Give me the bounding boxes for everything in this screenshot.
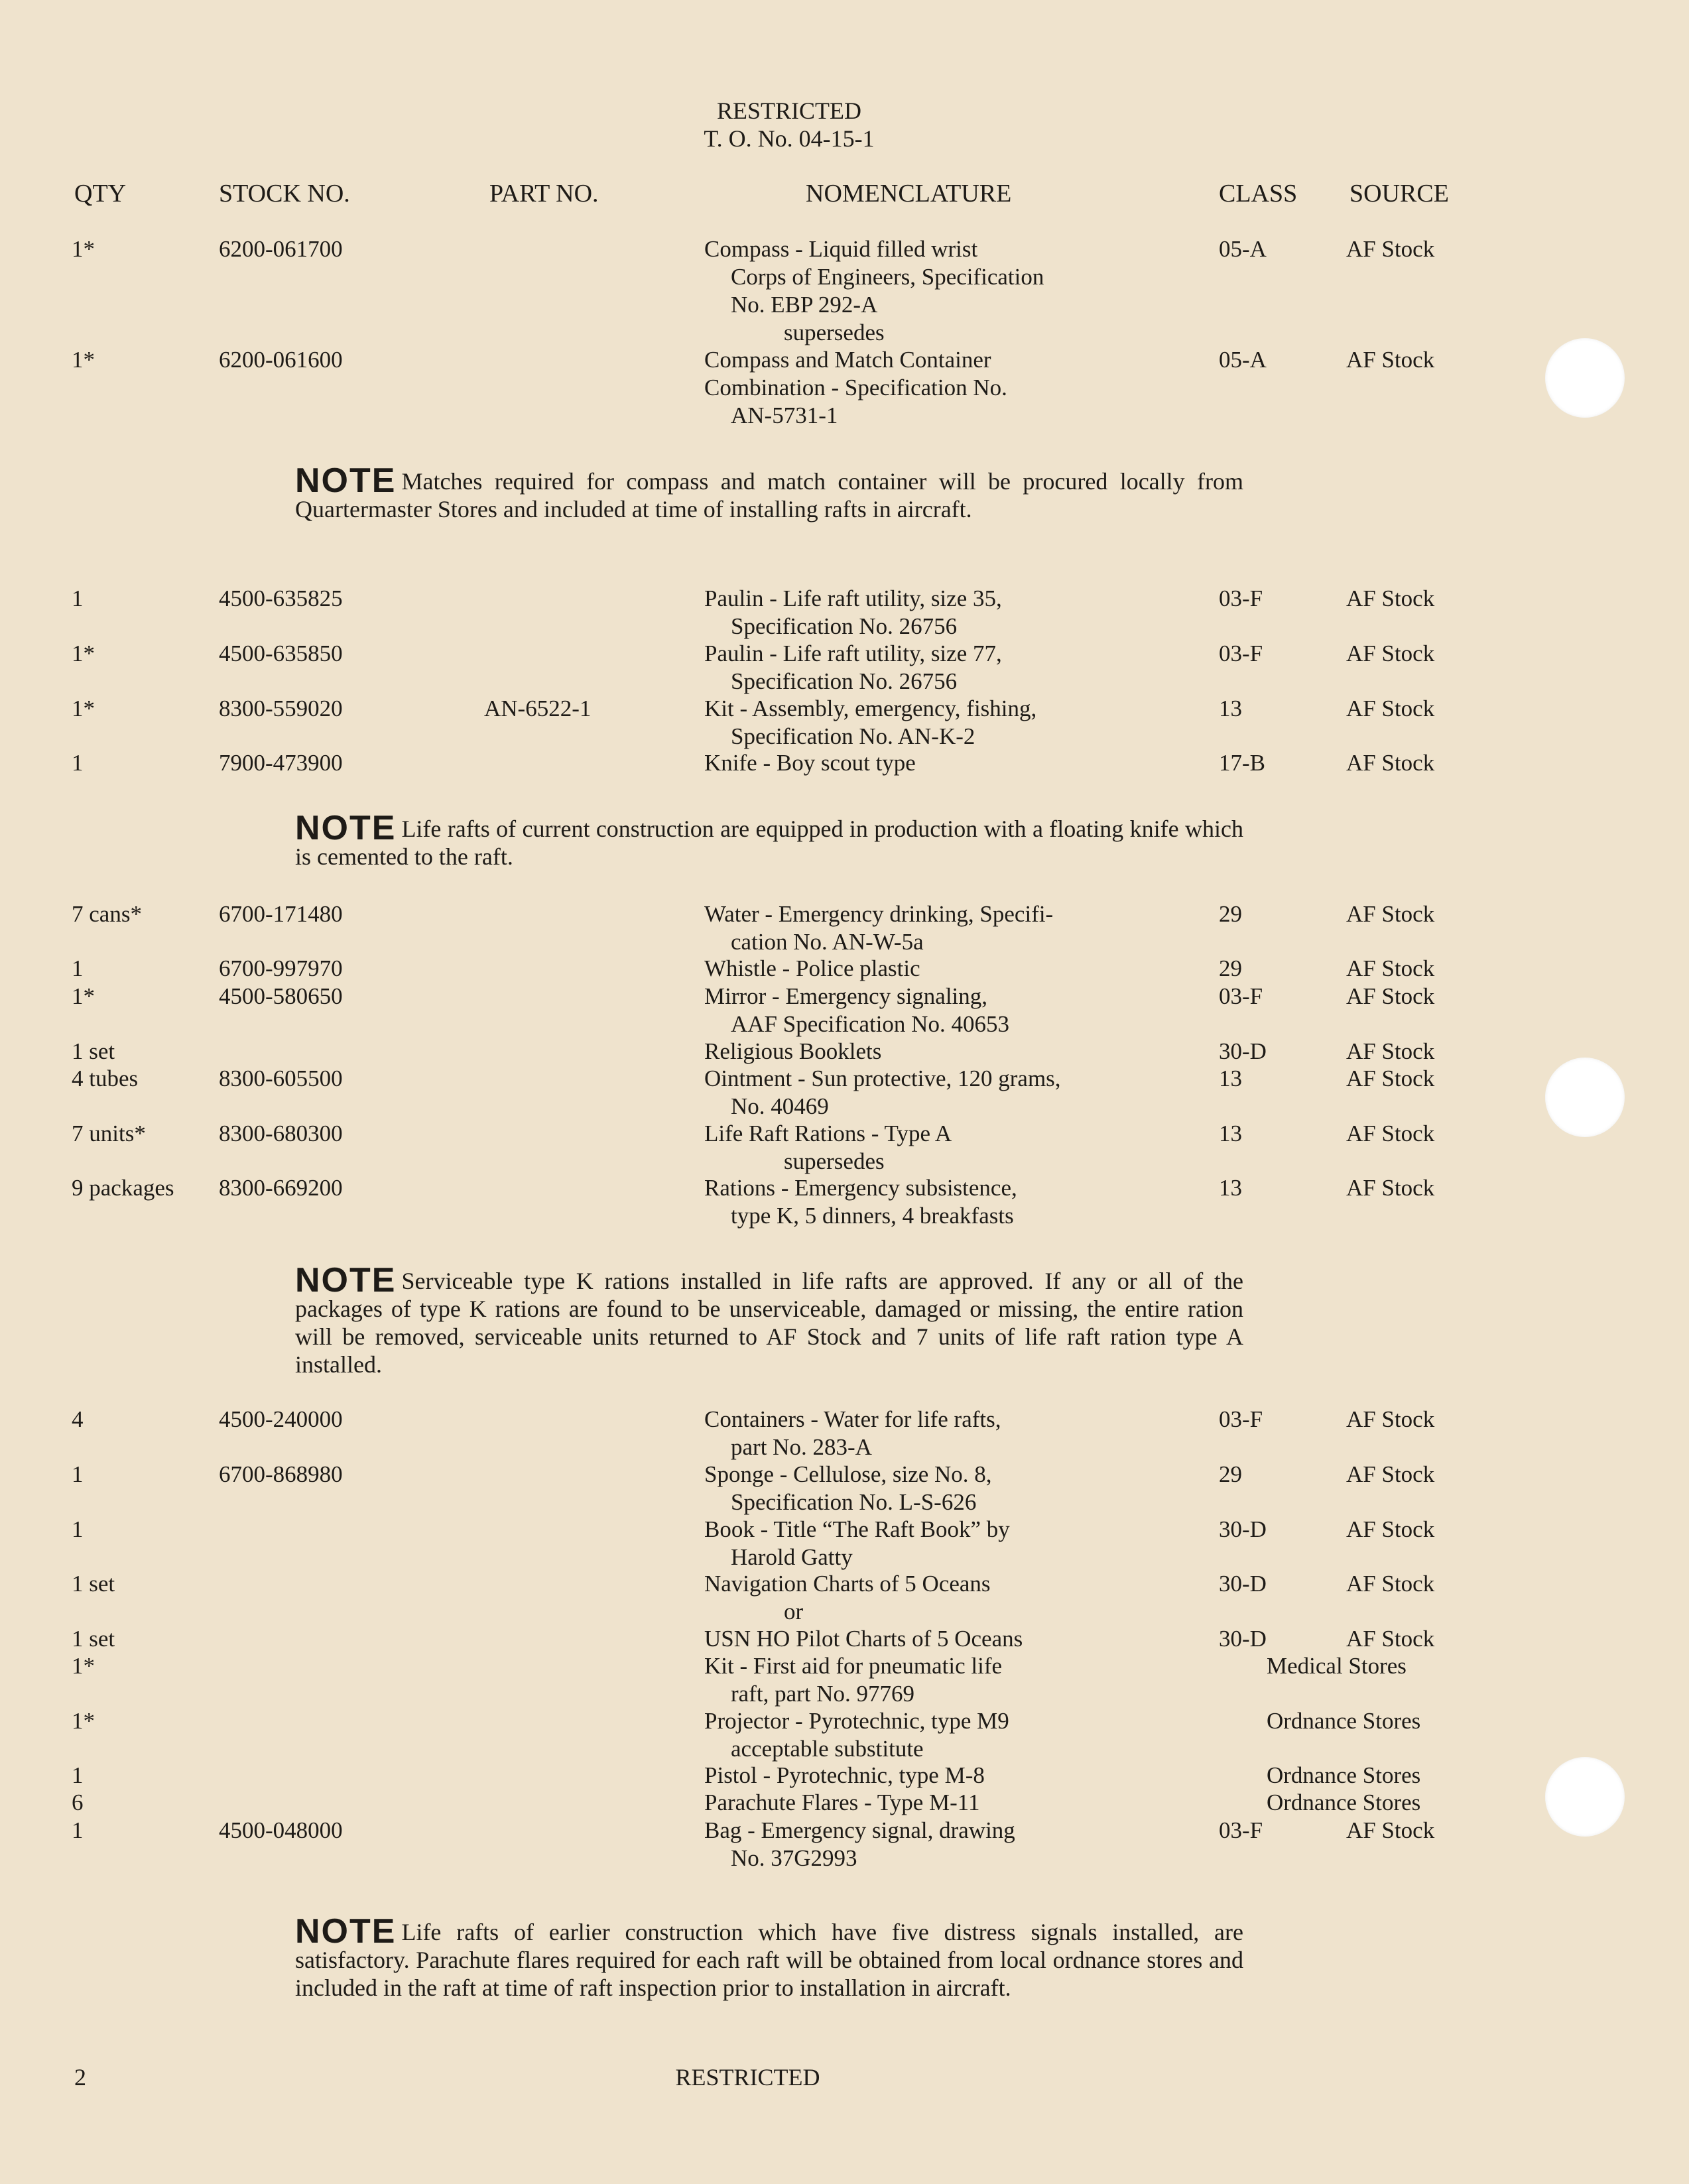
item-qty: 1: [72, 955, 84, 981]
item-source: AF Stock: [1346, 1626, 1435, 1652]
item-nomenclature-line: Projector - Pyrotechnic, type M9: [704, 1708, 1009, 1734]
item-qty: 1: [72, 1762, 84, 1788]
item-nomenclature-line: AN-5731-1: [731, 402, 838, 428]
item-nomenclature: [704, 585, 1208, 640]
note-text: Life rafts of earlier construction which have five distress signals installed, are satisfactory. Parachute flares required for each raft will be obtained from local ordnance stores and included in the raft at time of raft inspection prior to installation in aircraft.: [295, 1919, 1243, 2001]
item-stock-no: 8300-680300: [219, 1121, 343, 1146]
item-qty: 1*: [72, 640, 95, 666]
item-qty: 4: [72, 1406, 84, 1432]
item-stock-no: 4500-635850: [219, 640, 343, 666]
note-matches: [295, 461, 1243, 523]
note-text: Serviceable type K rations installed in life rafts are approved. If any or all of the packages of type K rations are found to be unserviceable, damaged or missing, the entire ration will be removed, serviceable units returned to AF Stock and 7 units of life raft ration type A installed.: [295, 1268, 1243, 1378]
item-source: AF Stock: [1346, 347, 1435, 373]
item-stock-no: 6700-997970: [219, 955, 343, 981]
item-source: AF Stock: [1346, 983, 1435, 1009]
item-nomenclature: [704, 346, 1208, 430]
item-qty: 1: [72, 750, 84, 776]
item-nomenclature-line: supersedes: [784, 1148, 885, 1174]
item-nomenclature-line: Harold Gatty: [731, 1544, 853, 1570]
item-source: AF Stock: [1346, 1175, 1435, 1201]
item-source: AF Stock: [1346, 1065, 1435, 1091]
item-stock-no: 6200-061700: [219, 236, 343, 262]
note-label: NOTE: [295, 809, 397, 847]
item-nomenclature-line: Compass - Liquid filled wrist: [704, 236, 978, 262]
item-source: AF Stock: [1346, 236, 1435, 262]
item-class: 29: [1219, 955, 1242, 981]
item-nomenclature: [704, 983, 1208, 1038]
item-class: 29: [1219, 1461, 1242, 1487]
item-nomenclature-line: or: [784, 1599, 804, 1624]
item-stock-no: 4500-240000: [219, 1406, 343, 1432]
item-stock-no: 8300-559020: [219, 696, 343, 721]
note-label: NOTE: [295, 1912, 397, 1951]
item-nomenclature-line: No. 37G2993: [731, 1845, 857, 1871]
note-distress-signals: [295, 1912, 1243, 2002]
item-stock-no: 7900-473900: [219, 750, 343, 776]
item-source: AF Stock: [1346, 955, 1435, 981]
item-nomenclature-line: Kit - Assembly, emergency, fishing,: [704, 696, 1037, 721]
item-source: AF Stock: [1346, 1571, 1435, 1597]
column-header-source: SOURCE: [1349, 180, 1449, 208]
item-nomenclature-line: Paulin - Life raft utility, size 35,: [704, 585, 1002, 611]
binder-hole-middle: [1545, 1058, 1625, 1137]
item-nomenclature: [704, 1120, 1208, 1176]
item-nomenclature-line: No. 40469: [731, 1093, 829, 1119]
note-knife: [295, 809, 1243, 871]
note-label: NOTE: [295, 461, 397, 500]
item-qty: 1*: [72, 236, 95, 262]
item-qty: 1*: [72, 983, 95, 1009]
item-nomenclature-line: Specification No. 26756: [731, 668, 958, 694]
item-class: 03-F: [1219, 983, 1263, 1009]
item-nomenclature: [704, 1652, 1208, 1708]
item-nomenclature: [704, 640, 1208, 696]
item-nomenclature: [704, 1516, 1208, 1571]
item-qty: 1: [72, 585, 84, 611]
item-class: 03-F: [1219, 1406, 1263, 1432]
item-qty: 7 cans*: [72, 901, 142, 927]
item-nomenclature: [704, 1461, 1208, 1516]
item-nomenclature: [704, 1817, 1208, 1872]
item-class: 13: [1219, 1065, 1242, 1091]
item-nomenclature: [704, 955, 1208, 983]
item-qty: 1*: [72, 696, 95, 721]
item-nomenclature-line: cation No. AN-W-5a: [731, 929, 924, 955]
item-source: AF Stock: [1346, 1516, 1435, 1542]
item-nomenclature-line: Water - Emergency drinking, Specifi-: [704, 901, 1054, 927]
item-stock-no: 8300-669200: [219, 1175, 343, 1201]
note-text: Life rafts of current construction are equipped in production with a floating knife which is cemented to the raft.: [295, 816, 1243, 870]
item-nomenclature-line: USN HO Pilot Charts of 5 Oceans: [704, 1626, 1023, 1652]
item-nomenclature-line: raft, part No. 97769: [731, 1681, 915, 1707]
item-source: AF Stock: [1346, 1461, 1435, 1487]
item-source: AF Stock: [1346, 901, 1435, 927]
item-stock-no: 8300-605500: [219, 1065, 343, 1091]
item-source: AF Stock: [1346, 1406, 1435, 1432]
item-class: 03-F: [1219, 585, 1263, 611]
item-source: Medical Stores: [1267, 1653, 1407, 1679]
page-number: 2: [74, 2064, 86, 2091]
item-nomenclature-line: Kit - First aid for pneumatic life: [704, 1653, 1003, 1679]
item-part-no: AN-6522-1: [484, 696, 592, 721]
item-nomenclature: [704, 1762, 1208, 1790]
item-qty: 4 tubes: [72, 1065, 139, 1091]
item-source: AF Stock: [1346, 750, 1435, 776]
item-nomenclature: [704, 695, 1208, 751]
item-class: 30-D: [1219, 1038, 1267, 1064]
item-nomenclature-line: Knife - Boy scout type: [704, 750, 916, 776]
column-header-nomenclature: NOMENCLATURE: [806, 180, 1012, 208]
item-class: 30-D: [1219, 1516, 1267, 1542]
item-nomenclature-line: Whistle - Police plastic: [704, 955, 920, 981]
item-class: 05-A: [1219, 347, 1267, 373]
item-nomenclature: [704, 1570, 1208, 1626]
item-nomenclature: [704, 1174, 1208, 1230]
item-nomenclature: [704, 1065, 1208, 1121]
item-nomenclature-line: Book - Title “The Raft Book” by: [704, 1516, 1010, 1542]
item-qty: 9 packages: [72, 1175, 174, 1201]
item-nomenclature-line: Compass and Match Container: [704, 347, 991, 373]
item-source: Ordnance Stores: [1267, 1708, 1421, 1734]
footer-classification: RESTRICTED: [675, 2064, 820, 2091]
note-rations: [295, 1261, 1243, 1378]
item-nomenclature: [704, 1038, 1208, 1065]
item-nomenclature-line: Life Raft Rations - Type A: [704, 1121, 952, 1146]
item-nomenclature-line: acceptable substitute: [731, 1736, 924, 1762]
column-header-stock-no: STOCK NO.: [219, 180, 350, 208]
item-class: 13: [1219, 696, 1242, 721]
item-nomenclature-line: Combination - Specification No.: [704, 375, 1007, 400]
column-header-qty: QTY: [74, 180, 127, 208]
item-nomenclature-line: Bag - Emergency signal, drawing: [704, 1817, 1015, 1843]
item-qty: 1: [72, 1516, 84, 1542]
header-to-number: T. O. No. 04-15-1: [704, 125, 875, 152]
item-nomenclature-line: part No. 283-A: [731, 1434, 872, 1460]
item-nomenclature: [704, 1406, 1208, 1461]
item-stock-no: 6200-061600: [219, 347, 343, 373]
item-nomenclature-line: Rations - Emergency subsistence,: [704, 1175, 1017, 1201]
binder-hole-bottom: [1545, 1757, 1625, 1837]
item-stock-no: 6700-171480: [219, 901, 343, 927]
item-qty: 1*: [72, 1653, 95, 1679]
item-nomenclature-line: Religious Booklets: [704, 1038, 882, 1064]
item-nomenclature-line: Containers - Water for life rafts,: [704, 1406, 1001, 1432]
item-nomenclature-line: Paulin - Life raft utility, size 77,: [704, 640, 1002, 666]
item-source: AF Stock: [1346, 696, 1435, 721]
item-nomenclature: [704, 235, 1208, 347]
item-nomenclature-line: supersedes: [784, 320, 885, 345]
item-nomenclature-line: Pistol - Pyrotechnic, type M-8: [704, 1762, 985, 1788]
item-stock-no: 6700-868980: [219, 1461, 343, 1487]
item-qty: 1: [72, 1817, 84, 1843]
item-nomenclature-line: No. EBP 292-A: [731, 292, 878, 318]
item-nomenclature-line: Specification No. L-S-626: [731, 1489, 977, 1515]
item-nomenclature: [704, 1789, 1208, 1817]
item-stock-no: 4500-580650: [219, 983, 343, 1009]
column-header-part-no: PART NO.: [489, 180, 599, 208]
item-nomenclature-line: Parachute Flares - Type M-11: [704, 1790, 980, 1815]
item-source: AF Stock: [1346, 1121, 1435, 1146]
item-nomenclature-line: Sponge - Cellulose, size No. 8,: [704, 1461, 992, 1487]
item-nomenclature-line: AAF Specification No. 40653: [731, 1011, 1009, 1037]
item-source: Ordnance Stores: [1267, 1762, 1421, 1788]
item-qty: 7 units*: [72, 1121, 146, 1146]
item-nomenclature: [704, 749, 1208, 777]
item-class: 13: [1219, 1121, 1242, 1146]
item-class: 03-F: [1219, 1817, 1263, 1843]
item-source: AF Stock: [1346, 1038, 1435, 1064]
item-nomenclature-line: type K, 5 dinners, 4 breakfasts: [731, 1203, 1014, 1229]
item-nomenclature: [704, 1625, 1208, 1653]
item-qty: 6: [72, 1790, 84, 1815]
item-qty: 1 set: [72, 1571, 115, 1597]
item-class: 03-F: [1219, 640, 1263, 666]
item-source: Ordnance Stores: [1267, 1790, 1421, 1815]
item-class: 17-B: [1219, 750, 1265, 776]
item-source: AF Stock: [1346, 640, 1435, 666]
item-qty: 1: [72, 1461, 84, 1487]
item-nomenclature: [704, 900, 1208, 956]
item-source: AF Stock: [1346, 1817, 1435, 1843]
item-stock-no: 4500-048000: [219, 1817, 343, 1843]
item-nomenclature-line: Mirror - Emergency signaling,: [704, 983, 988, 1009]
binder-hole-top: [1545, 338, 1625, 418]
item-class: 13: [1219, 1175, 1242, 1201]
item-nomenclature-line: Ointment - Sun protective, 120 grams,: [704, 1065, 1061, 1091]
item-class: 30-D: [1219, 1626, 1267, 1652]
item-class: 29: [1219, 901, 1242, 927]
header-classification: RESTRICTED: [716, 97, 861, 124]
item-nomenclature-line: Navigation Charts of 5 Oceans: [704, 1571, 991, 1597]
item-qty: 1 set: [72, 1038, 115, 1064]
item-source: AF Stock: [1346, 585, 1435, 611]
item-nomenclature-line: Specification No. 26756: [731, 613, 958, 639]
item-qty: 1*: [72, 347, 95, 373]
item-qty: 1*: [72, 1708, 95, 1734]
note-label: NOTE: [295, 1261, 397, 1300]
item-nomenclature: [704, 1707, 1208, 1763]
column-header-class: CLASS: [1219, 180, 1298, 208]
item-nomenclature-line: Specification No. AN-K-2: [731, 723, 975, 749]
note-text: Matches required for compass and match container will be procured locally from Quartermaster Stores and included at time of installing rafts in aircraft.: [295, 468, 1243, 522]
item-class: 30-D: [1219, 1571, 1267, 1597]
item-class: 05-A: [1219, 236, 1267, 262]
item-nomenclature-line: Corps of Engineers, Specification: [731, 264, 1044, 290]
item-stock-no: 4500-635825: [219, 585, 343, 611]
item-qty: 1 set: [72, 1626, 115, 1652]
